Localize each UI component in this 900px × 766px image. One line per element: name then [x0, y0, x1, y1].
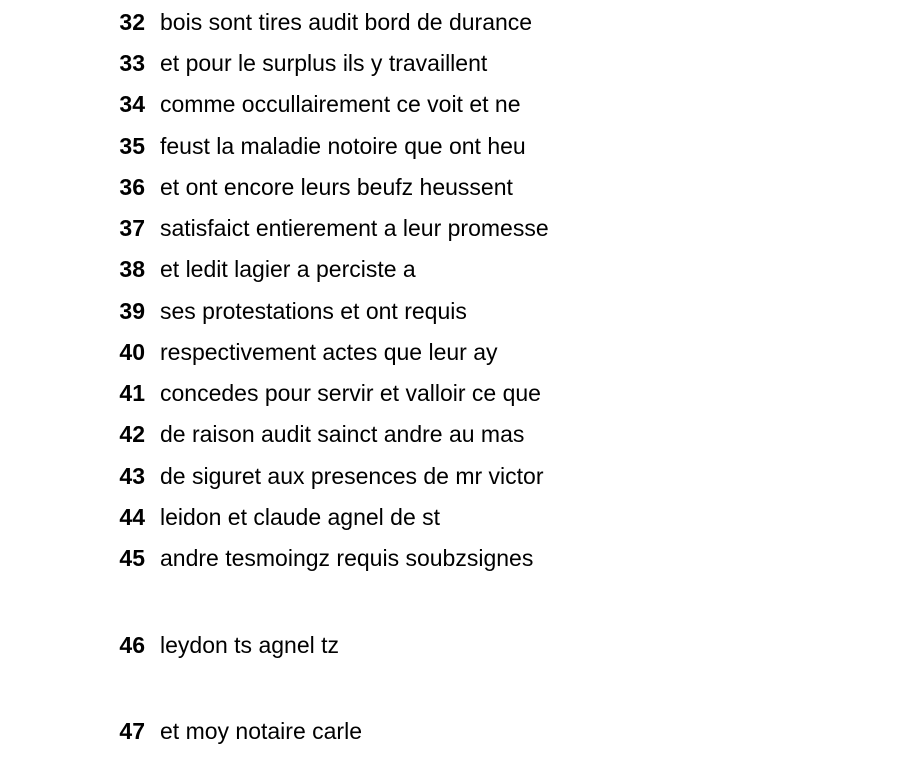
- line-text: satisfaict entierement a leur promesse: [160, 215, 549, 241]
- line-number: 33: [119, 50, 145, 76]
- transcript-line: [0, 337, 498, 367]
- line-text: et ledit lagier a perciste a: [160, 256, 416, 282]
- line-number: 45: [119, 545, 145, 571]
- line-text: de siguret aux presences de mr victor: [160, 463, 544, 489]
- line-text: et moy notaire carle: [160, 718, 362, 744]
- line-number: 40: [119, 339, 145, 365]
- line-number: 47: [119, 718, 145, 744]
- line-number: 32: [119, 9, 145, 35]
- line-text: ses protestations et ont requis: [160, 298, 467, 324]
- line-text: de raison audit sainct andre au mas: [160, 421, 525, 447]
- line-text: et pour le surplus ils y travaillent: [160, 50, 488, 76]
- transcript-line: [0, 254, 416, 284]
- line-number: 39: [119, 298, 145, 324]
- line-number: 37: [119, 215, 145, 241]
- line-text: andre tesmoingz requis soubzsignes: [160, 545, 534, 571]
- line-number: 41: [119, 380, 145, 406]
- line-number: 34: [119, 91, 145, 117]
- line-text: comme occullairement ce voit et ne: [160, 91, 521, 117]
- transcript-line: [0, 48, 487, 78]
- line-number: 42: [119, 421, 145, 447]
- transcript-line: [0, 630, 339, 660]
- transcript-line: [0, 716, 362, 746]
- line-text: leydon ts agnel tz: [160, 632, 340, 658]
- transcript-line: [0, 543, 533, 573]
- line-number: 43: [119, 463, 145, 489]
- transcript-line: [0, 172, 513, 202]
- line-number: 36: [119, 174, 145, 200]
- line-number: 38: [119, 256, 145, 282]
- line-text: bois sont tires audit bord de durance: [160, 9, 533, 35]
- line-text: concedes pour servir et valloir ce que: [160, 380, 541, 406]
- transcript-line: [0, 296, 467, 326]
- transcript-line: [0, 89, 521, 119]
- line-number: 35: [119, 133, 145, 159]
- line-text: et ont encore leurs beufz heussent: [160, 174, 513, 200]
- line-text: leidon et claude agnel de st: [160, 504, 441, 530]
- transcript-line: [0, 213, 549, 243]
- line-number: 46: [119, 632, 145, 658]
- line-text: respectivement actes que leur ay: [160, 339, 498, 365]
- line-text: feust la maladie notoire que ont heu: [160, 133, 526, 159]
- transcript-line: [0, 502, 440, 532]
- transcript-line: [0, 7, 532, 37]
- transcript-line: [0, 419, 524, 449]
- line-number: 44: [119, 504, 145, 530]
- transcript-line: [0, 131, 526, 161]
- transcript-line: [0, 378, 541, 408]
- transcript-line: [0, 461, 544, 491]
